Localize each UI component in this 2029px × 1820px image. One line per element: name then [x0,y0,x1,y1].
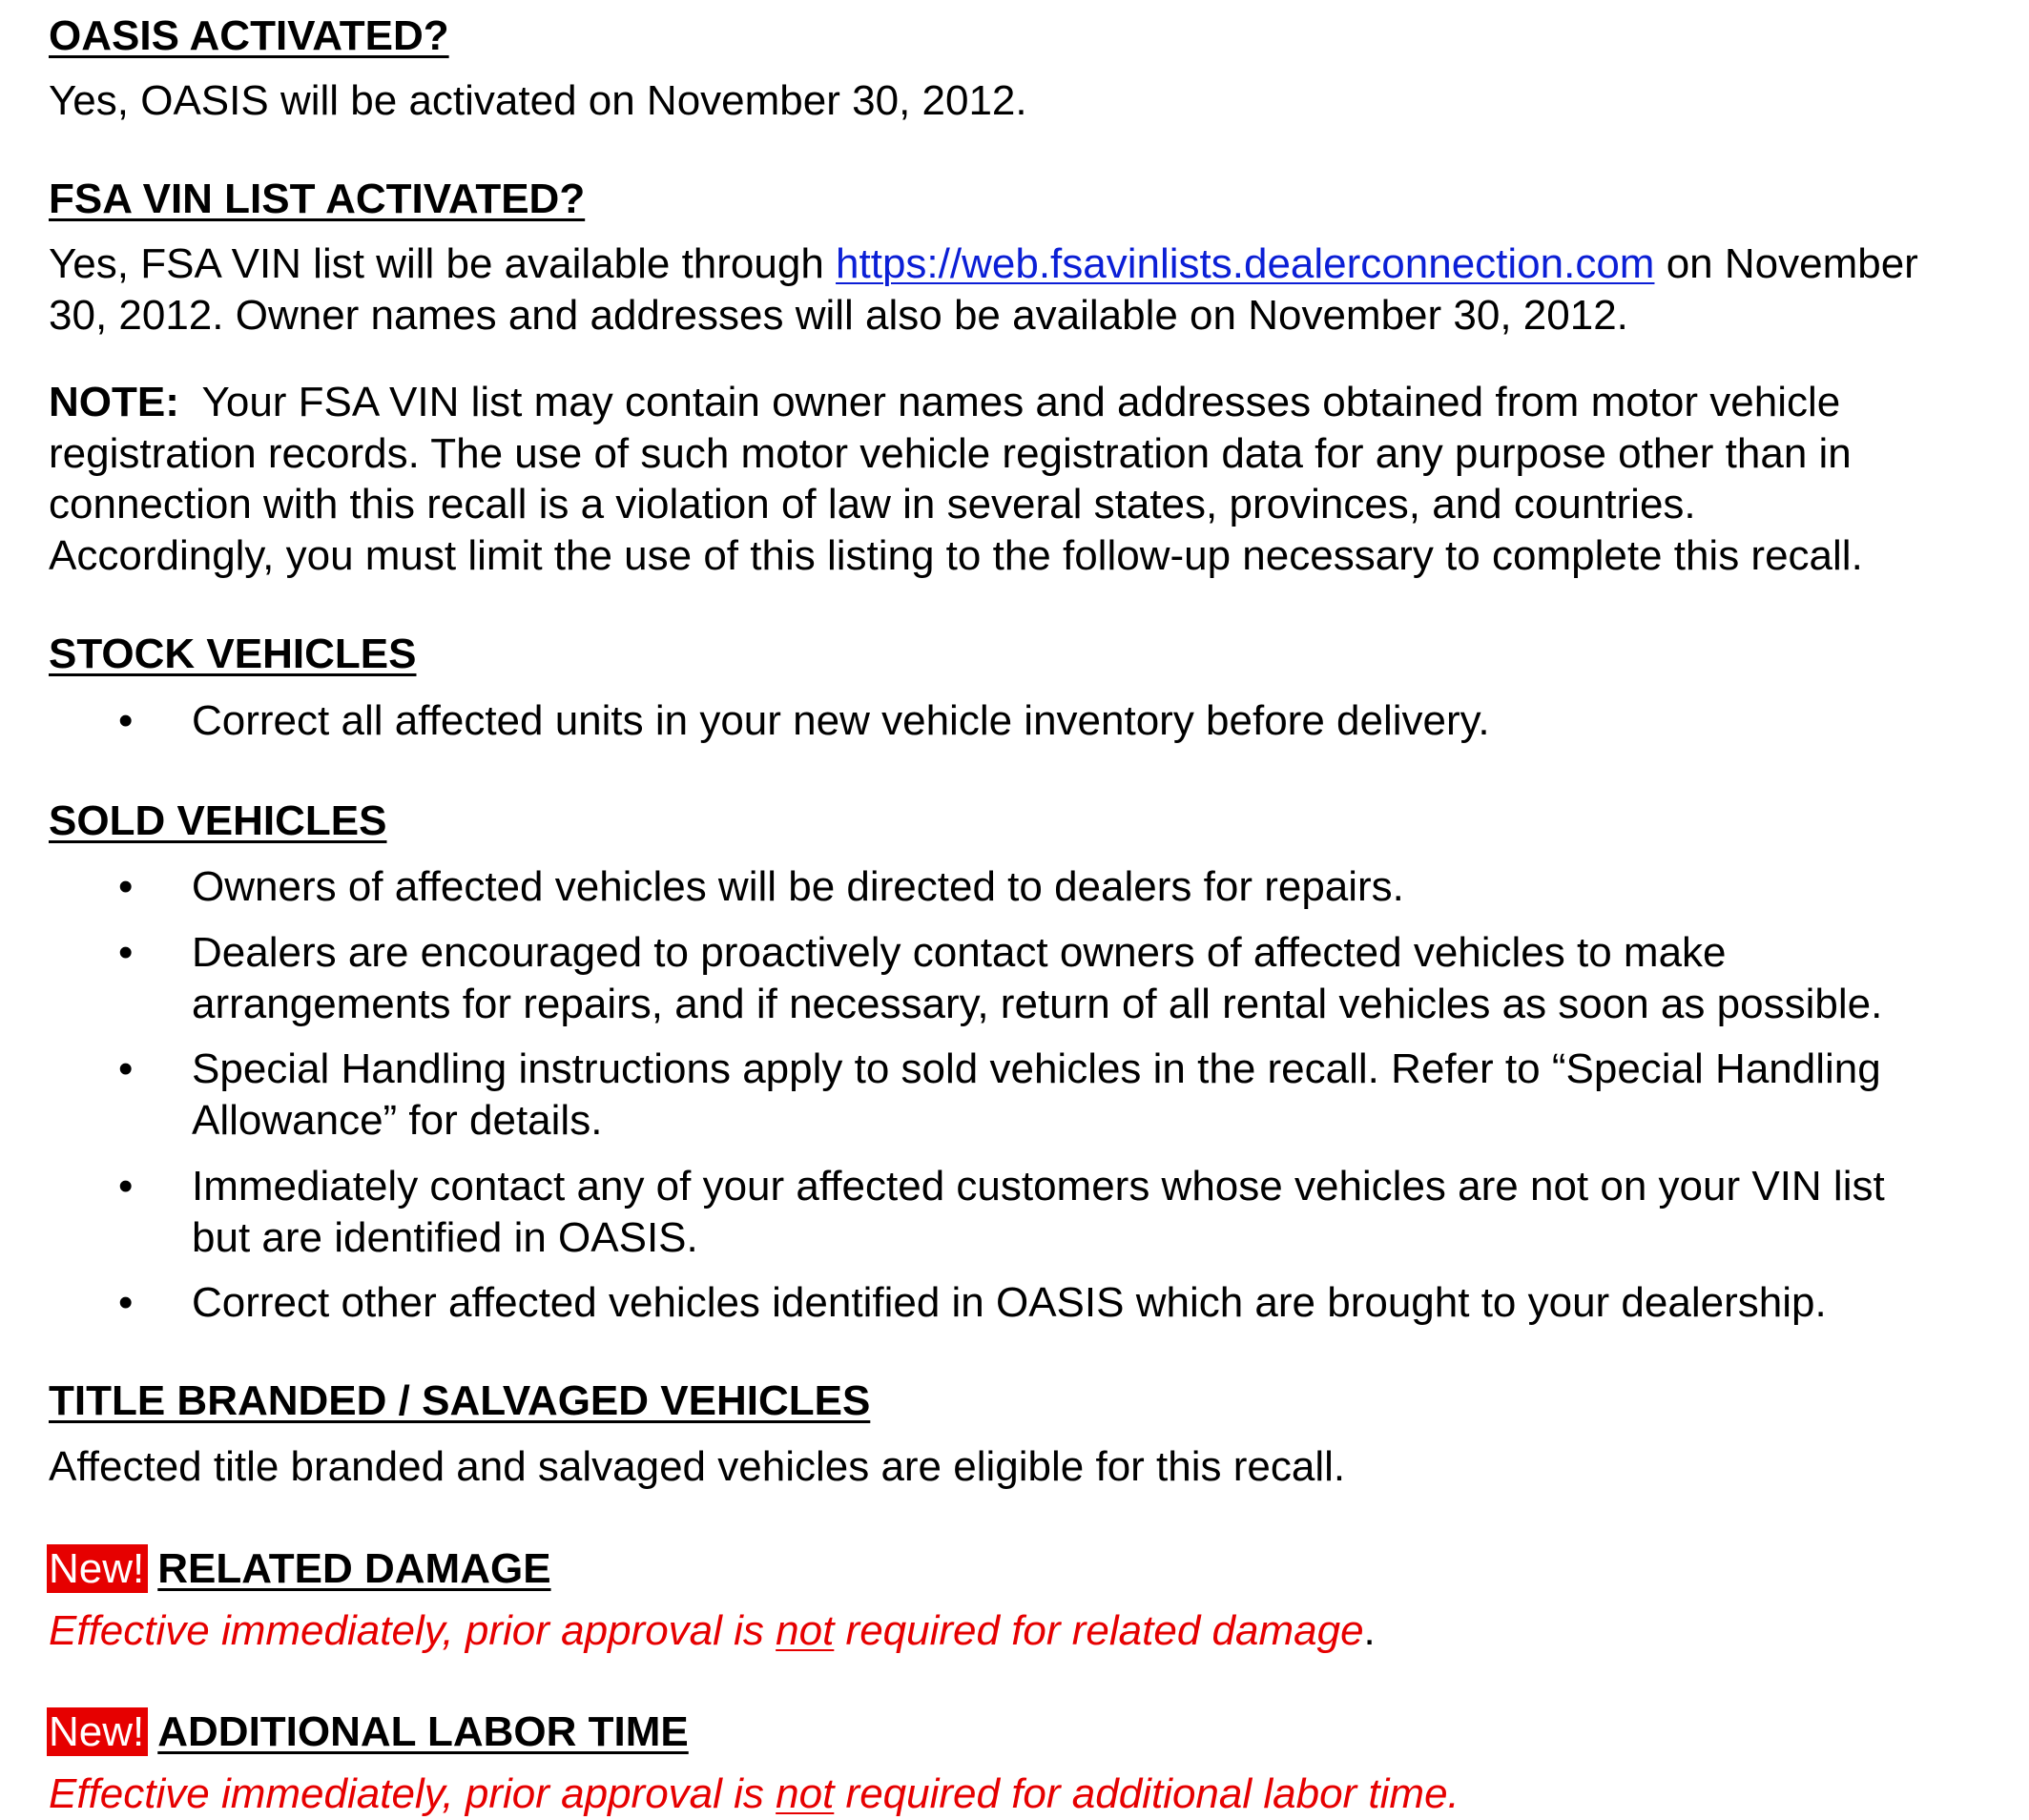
sold-item-3-line-2: Allowance” for details. [192,1097,603,1144]
sold-heading: SOLD VEHICLES [49,797,387,844]
oasis-text: Yes, OASIS will be activated on November 30, 2012. [49,77,1027,124]
additional-labor-text [49,1770,1460,1817]
fsa-heading: FSA VIN LIST ACTIVATED? [49,176,586,222]
sold-item-1: Owners of affected vehicles will be directed to dealers for repairs. [192,863,1404,910]
note-line-3: connection with this recall is a violation of law in several states, provinces, and countries. [49,481,1696,527]
related-damage-heading: RELATED DAMAGE [157,1545,551,1592]
related-damage-text-before: Effective immediately, prior approval is [49,1607,776,1654]
additional-labor-text-before: Effective immediately, prior approval is [49,1770,776,1817]
additional-labor-heading-row [49,1707,689,1756]
sold-item-4-line-2: but are identified in OASIS. [192,1214,698,1261]
related-damage-heading-row [49,1544,551,1593]
bullet-icon [118,1282,133,1324]
additional-labor-emphasis: not [776,1770,835,1817]
additional-labor-text-after: required for additional labor time. [834,1770,1460,1817]
stock-item: Correct all affected units in your new vehicle inventory before delivery. [192,697,1490,744]
bullet-icon [118,700,133,742]
fsa-line-2: 30, 2012. Owner names and addresses will also be available on November 30, 2012. [49,292,1628,339]
note-line-2: registration records. The use of such motor vehicle registration data for any purpose other than in [49,430,1852,477]
stock-heading: STOCK VEHICLES [49,631,417,677]
related-damage-text [49,1607,1376,1654]
related-damage-period: . [1363,1607,1376,1654]
new-badge: New! [47,1544,148,1593]
sold-item-5: Correct other affected vehicles identified in OASIS which are brought to your dealership. [192,1279,1827,1326]
sold-item-2-line-2: arrangements for repairs, and if necessary, return of all rental vehicles as soon as possible. [192,981,1883,1027]
related-damage-emphasis: not [776,1607,835,1654]
fsa-vin-list-link[interactable]: https://web.fsavinlists.dealerconnection.com [836,240,1655,287]
additional-labor-heading: ADDITIONAL LABOR TIME [157,1708,689,1755]
title-branded-heading: TITLE BRANDED / SALVAGED VEHICLES [49,1377,871,1424]
title-branded-text: Affected title branded and salvaged vehicles are eligible for this recall. [49,1443,1346,1490]
new-badge: New! [47,1707,148,1756]
sold-item-4-line-1: Immediately contact any of your affected customers whose vehicles are not on your VIN list [192,1163,1885,1210]
sold-item-3-line-1: Special Handling instructions apply to sold vehicles in the recall. Refer to “Special Handling [192,1045,1881,1092]
note-line-1 [49,379,1841,425]
sold-item-2-line-1: Dealers are encouraged to proactively contact owners of affected vehicles to make [192,929,1727,976]
bullet-icon [118,866,133,908]
fsa-line-1 [49,240,1918,287]
related-damage-text-after: required for related damage [834,1607,1364,1654]
note-label: NOTE: [49,379,179,425]
note-line-4: Accordingly, you must limit the use of this listing to the follow-up necessary to complete this recall. [49,532,1863,579]
fsa-line-1-prefix: Yes, FSA VIN list will be available through [49,240,837,287]
bullet-icon [118,1048,133,1090]
bullet-icon [118,932,133,974]
note-line-1-text: Your FSA VIN list may contain owner names and addresses obtained from motor vehicle [178,379,1841,425]
fsa-line-1-suffix: on November [1654,240,1918,287]
bullet-icon [118,1166,133,1208]
oasis-heading: OASIS ACTIVATED? [49,12,449,59]
